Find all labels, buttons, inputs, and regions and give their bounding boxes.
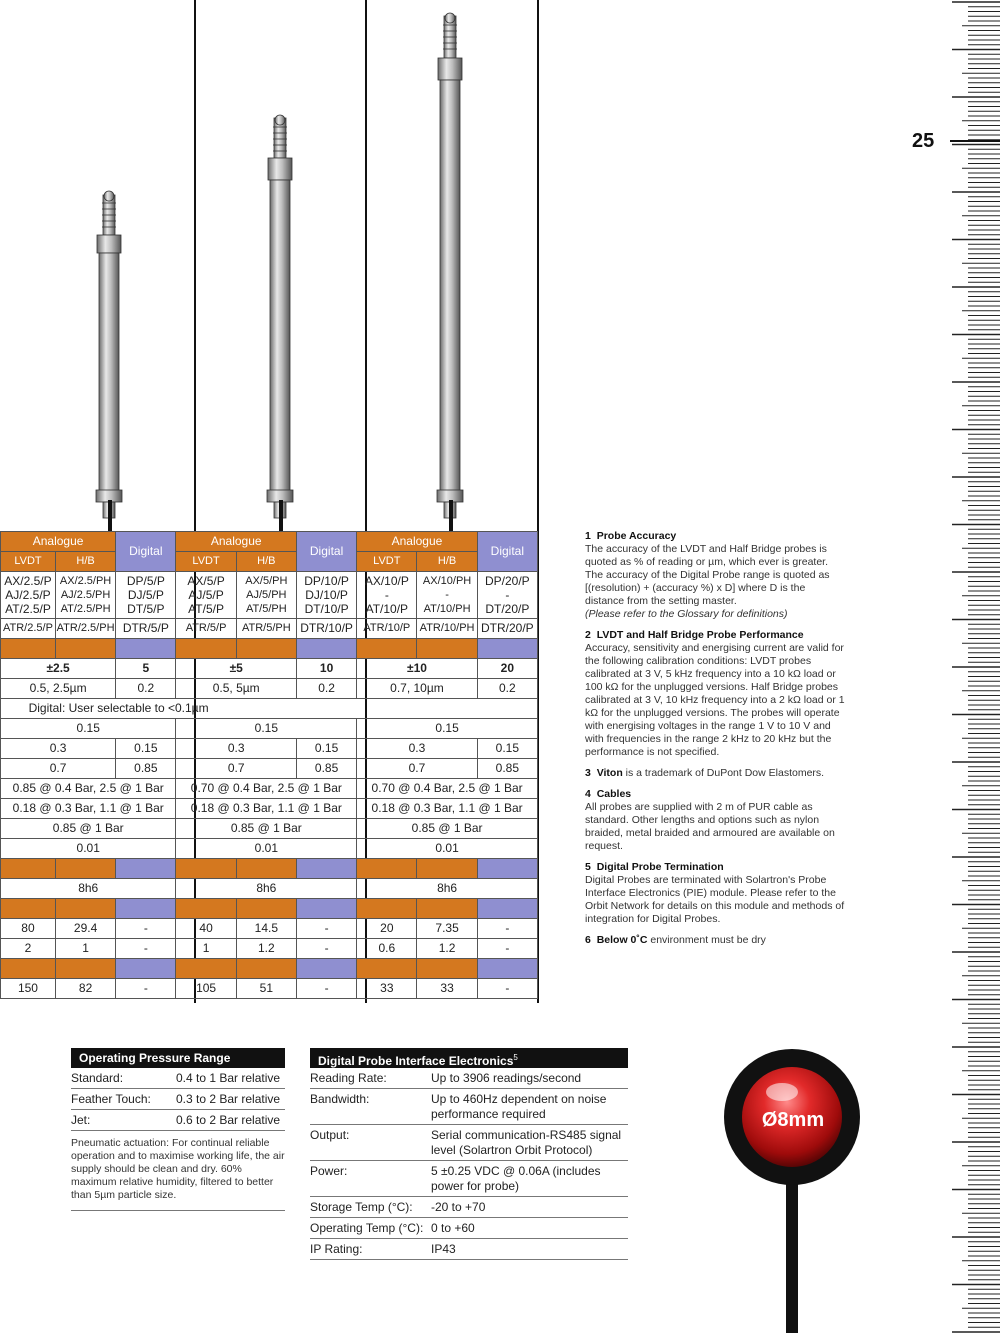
operating-pressure-table [71,1048,285,1211]
pie-value: 0 to +60 [431,1221,475,1235]
footnote-heading: Probe Accuracy [596,530,677,542]
thermal: 0.7 [357,759,478,779]
header-digital: Digital [296,532,356,572]
pie-row [310,1125,628,1161]
model-codes [296,572,356,619]
model-code: DP/20/P [485,574,530,588]
tip-force: 0.85 @ 1 Bar [1,819,176,839]
linearity: 0.15 [176,719,357,739]
footnote-number: 5 [585,861,591,873]
digital-resolution: Digital: User selectable to <0.1µm [1,699,237,719]
footnote-2 [585,629,847,759]
section-band [477,959,537,979]
section-band [296,959,356,979]
table-row [1,799,538,819]
footnote-heading: LVDT and Half Bridge Probe Performance [596,629,804,641]
atr-code: ATR/5/P [176,619,236,639]
pressure-row [71,1110,285,1131]
section-band [55,959,115,979]
footnote-heading: Cables [596,788,632,800]
tip-fit: 8h6 [176,879,357,899]
model-codes [477,572,537,619]
pressure-value: 0.4 to 1 Bar relative [176,1071,281,1085]
footnote-body: Digital Probes are terminated with Solartron's Probe Interface Electronics (PIE) module. Please refer to the Orbit Network for details on this module and methods of integration for Digital Probes. [585,874,845,925]
spec-table [0,531,538,999]
section-band [55,639,115,659]
measurement-range: ±10 [357,659,478,679]
section-band [55,859,115,879]
model-codes [116,572,176,619]
tip-fit: 8h6 [1,879,176,899]
pie-row [310,1197,628,1218]
header-hb: H/B [55,552,115,572]
header-hb: H/B [417,552,477,572]
section-band [236,959,296,979]
section-band [417,959,477,979]
table-row [1,939,538,959]
tip-force: 0.18 @ 0.3 Bar, 1.1 @ 1 Bar [176,799,357,819]
pie-value: IP43 [431,1242,456,1256]
pie-value: Up to 3906 readings/second [431,1071,582,1085]
footnote-title [585,788,631,800]
section-band [176,899,236,919]
model-code: AX/10/PH [422,575,472,587]
footnote-body: The accuracy of the LVDT and Half Bridge probes is quoted as % of reading or µm, which ever is greater. The accuracy of the Digital Probe range is quoted as [(resolution) + (accuracy %) x D] where D is the distance from the setting master. [585,543,830,607]
pie-label: IP Rating: [310,1242,363,1256]
weight: 0.01 [357,839,538,859]
header-digital: Digital [477,532,537,572]
ruler-scale [952,0,1000,1333]
model-code: - [445,589,449,601]
resolution: 0.2 [296,679,356,699]
table-row [1,899,538,919]
probe-illustrations [0,0,540,531]
section-band [417,899,477,919]
pie-value: Up to 460Hz dependent on noise performance required [431,1092,607,1121]
repeatability: 0.15 [296,739,356,759]
current: 2 [1,939,56,959]
current: - [296,939,356,959]
model-codes [236,572,296,619]
footnote-number: 4 [585,788,591,800]
tip-force: 0.85 @ 0.4 Bar, 2.5 @ 1 Bar [1,779,176,799]
model-codes [1,572,56,619]
header-hb: H/B [236,552,296,572]
tip-force: 0.85 @ 1 Bar [357,819,538,839]
model-code: AT/5/PH [245,603,287,615]
footnote-title [585,629,804,641]
sensitivity: 7.35 [417,919,477,939]
table-row [1,959,538,979]
footnote-3 [585,767,847,780]
atr-code: ATR/2.5/PH [55,619,115,639]
model-code: AJ/5/P [188,588,224,602]
section-band [357,899,417,919]
footnote-1 [585,530,847,621]
footnote-heading: Digital Probe Termination [596,861,724,873]
section-band [1,899,56,919]
section-band [477,899,537,919]
footnote-5 [585,861,847,926]
thermal: 0.7 [1,759,116,779]
pressure-label: Standard: [71,1071,124,1085]
table-row [1,779,538,799]
section-band [176,859,236,879]
footnote-body: environment must be dry [650,934,766,946]
model-code: AT/10/PH [423,603,471,615]
frequency: 150 [1,979,56,999]
table-row [1,919,538,939]
repeatability: 0.3 [1,739,116,759]
sensitivity: - [477,919,537,939]
tip-force: 0.85 @ 1 Bar [176,819,357,839]
frequency: 51 [236,979,296,999]
blank-cell [236,699,537,719]
tip-force: 0.70 @ 0.4 Bar, 2.5 @ 1 Bar [176,779,357,799]
footnote-heading: Below 0˚C [596,934,648,946]
operating-pressure-title: Operating Pressure Range [71,1048,285,1068]
badge-label: Ø8mm [761,1109,825,1131]
model-code: DT/5/P [127,602,165,616]
resolution: 0.2 [116,679,176,699]
section-band [417,639,477,659]
dtr-code: DTR/20/P [477,619,537,639]
current: - [116,939,176,959]
section-band [236,639,296,659]
current: 1.2 [417,939,477,959]
section-band [116,899,176,919]
model-code: DJ/10/P [305,588,348,602]
linearity: 0.15 [1,719,176,739]
model-code: AJ/5/PH [246,589,287,601]
pressure-row [71,1089,285,1110]
table-row [1,979,538,999]
model-codes [417,572,477,619]
weight: 0.01 [176,839,357,859]
sensitivity: 29.4 [55,919,115,939]
table-row [1,659,538,679]
current: 1.2 [236,939,296,959]
model-codes [357,572,417,619]
section-band [296,639,356,659]
tip-fit: 8h6 [357,879,538,899]
pie-title: Digital Probe Interface Electronics$^5$ [310,1048,628,1068]
section-band [477,859,537,879]
header-lvdt: LVDT [1,552,56,572]
measurement-range: 10 [296,659,356,679]
repeatability: 0.3 [176,739,297,759]
model-code: AJ/2.5/P [5,588,51,602]
footnote-italic: (Please refer to the Glossary for definitions) [585,608,788,620]
thermal: 0.7 [176,759,297,779]
model-code: AX/5/P [187,574,225,588]
sensitivity: 14.5 [236,919,296,939]
model-code: AT/2.5/PH [60,603,111,615]
tip-force: 0.70 @ 0.4 Bar, 2.5 @ 1 Bar [357,779,538,799]
frequency: - [477,979,537,999]
table-row [1,699,538,719]
footnote-4 [585,788,847,853]
pressure-label: Feather Touch: [71,1092,151,1106]
atr-code: ATR/10/P [357,619,417,639]
pressure-value: 0.6 to 2 Bar relative [176,1113,281,1127]
header-analogue: Analogue [357,532,478,552]
measurement-range: 20 [477,659,537,679]
model-code: AX/2.5/P [4,574,52,588]
header-analogue: Analogue [1,532,116,552]
pressure-label: Jet: [71,1113,91,1127]
footnote-number: 2 [585,629,591,641]
section-band [236,859,296,879]
page-number: 25 [912,130,935,152]
thermal: 0.85 [116,759,176,779]
current: - [477,939,537,959]
header-lvdt: LVDT [357,552,417,572]
model-code: AJ/2.5/PH [60,589,111,601]
atr-code: ATR/2.5/P [1,619,56,639]
pie-value: -20 to +70 [431,1200,486,1214]
measurement-range: 5 [116,659,176,679]
thermal: 0.85 [477,759,537,779]
footnote-heading: Viton [596,767,623,779]
footnote-title [585,530,676,542]
section-band [477,639,537,659]
model-code: - [384,588,389,602]
section-band [116,859,176,879]
header-lvdt: LVDT [176,552,236,572]
linearity: 0.15 [357,719,538,739]
frequency: 82 [55,979,115,999]
footnote-body: is a trademark of DuPont Dow Elastomers. [625,767,825,779]
pressure-note: Pneumatic actuation: For continual reliable operation and to maximise working life, the air supply should be clean and dry. 60% maximum relative humidity, filtered to better than 5µm particle size. [71,1131,285,1211]
pie-label: Storage Temp (°C): [310,1200,413,1214]
size-badge [722,1040,862,1333]
pie-label: Bandwidth: [310,1092,370,1106]
pie-table [310,1048,628,1260]
section-band [1,639,56,659]
header-analogue: Analogue [176,532,297,552]
table-row [1,859,538,879]
frequency: - [116,979,176,999]
pie-row [310,1161,628,1197]
table-row [1,552,538,572]
section-band [176,959,236,979]
dtr-code: DTR/10/P [296,619,356,639]
resolution: 0.5, 5µm [176,679,297,699]
frequency: 33 [417,979,477,999]
pie-row [310,1068,628,1089]
current: 0.6 [357,939,417,959]
model-code: AT/5/P [188,602,224,616]
weight: 0.01 [1,839,176,859]
pie-label: Output: [310,1128,350,1142]
section-band [116,959,176,979]
model-code: DP/10/P [304,574,349,588]
footnote-6 [585,934,847,947]
pressure-row [71,1068,285,1089]
frequency: 105 [176,979,236,999]
probe-image-2-5mm [96,191,122,531]
current: 1 [176,939,236,959]
thermal: 0.85 [296,759,356,779]
section-band [357,639,417,659]
table-row [1,572,538,619]
model-code: DP/5/P [126,574,165,588]
resolution: 0.2 [477,679,537,699]
model-code: DT/10/P [304,602,349,616]
model-code: AT/10/P [365,602,409,616]
sensitivity: 40 [176,919,236,939]
model-code: AT/2.5/P [5,602,51,616]
footnote-body: Accuracy, sensitivity and energising current are valid for the following calibration conditions: LVDT probes calibrated at 3 V, 5 kHz frequency into a 10 kΩ load or 100 kΩ for the unplugged versions. Half Bridge probes calibrated at 3 V, 10 kHz frequency into a 2 kΩ load or 1 kΩ for the unplugged versions. The probes will operate with energising voltages in the range 1 V to 10 V and with frequencies in the range 2 kHz to 20 kHz but the performance is not specified. [585,642,845,758]
model-code: AX/10/P [364,574,409,588]
model-code: DJ/5/P [127,588,164,602]
pie-value: Serial communication-RS485 signal level (Solartron Orbit Protocol) [431,1128,622,1157]
pie-row [310,1239,628,1260]
section-band [176,639,236,659]
resolution: 0.7, 10µm [357,679,478,699]
repeatability: 0.15 [477,739,537,759]
section-band [1,859,56,879]
model-code: DT/20/P [485,602,530,616]
pie-label: Reading Rate: [310,1071,387,1085]
sensitivity: - [296,919,356,939]
header-digital: Digital [116,532,176,572]
table-row [1,759,538,779]
pie-row [310,1089,628,1125]
dtr-code: DTR/5/P [116,619,176,639]
repeatability: 0.3 [357,739,478,759]
footnote-number: 6 [585,934,591,946]
sensitivity: - [116,919,176,939]
section-band [296,859,356,879]
tip-force: 0.18 @ 0.3 Bar, 1.1 @ 1 Bar [1,799,176,819]
pressure-value: 0.3 to 2 Bar relative [176,1092,281,1106]
table-row [1,619,538,639]
frequency: 33 [357,979,417,999]
model-code: AX/5/PH [245,575,288,587]
table-row [1,739,538,759]
model-code: - [505,588,510,602]
atr-code: ATR/10/PH [417,619,477,639]
section-band [55,899,115,919]
footnote-title [585,861,724,873]
table-row [1,532,538,552]
table-row [1,819,538,839]
section-band [357,859,417,879]
footnote-number: 3 [585,767,591,779]
footnote-title [585,767,623,779]
tip-force: 0.18 @ 0.3 Bar, 1.1 @ 1 Bar [357,799,538,819]
pie-value: 5 ±0.25 VDC @ 0.06A (includes power for probe) [431,1164,601,1193]
current: 1 [55,939,115,959]
pie-label: Power: [310,1164,348,1178]
model-codes [176,572,236,619]
section-band [357,959,417,979]
frequency: - [296,979,356,999]
section-band [417,859,477,879]
pie-row [310,1218,628,1239]
probe-image-10mm [437,13,463,531]
resolution: 0.5, 2.5µm [1,679,116,699]
repeatability: 0.15 [116,739,176,759]
table-row [1,879,538,899]
pie-label: Operating Temp (°C): [310,1221,424,1235]
footnote-title [585,934,647,946]
page-number-rule [950,140,1000,142]
section-band [116,639,176,659]
table-row [1,639,538,659]
model-codes [55,572,115,619]
section-band [236,899,296,919]
footnote-body: All probes are supplied with 2 m of PUR cable as standard. Other lengths and options such as nylon braided, metal braided and armoured are available on request. [585,801,835,852]
section-band [1,959,56,979]
atr-code: ATR/5/PH [236,619,296,639]
measurement-range: ±5 [176,659,297,679]
measurement-range: ±2.5 [1,659,116,679]
section-band [296,899,356,919]
table-row [1,679,538,699]
table-row [1,719,538,739]
footnotes [585,530,847,955]
probe-image-5mm [267,115,293,531]
footnote-number: 1 [585,530,591,542]
table-row [1,839,538,859]
model-code: AX/2.5/PH [59,575,112,587]
sensitivity: 20 [357,919,417,939]
sensitivity: 80 [1,919,56,939]
